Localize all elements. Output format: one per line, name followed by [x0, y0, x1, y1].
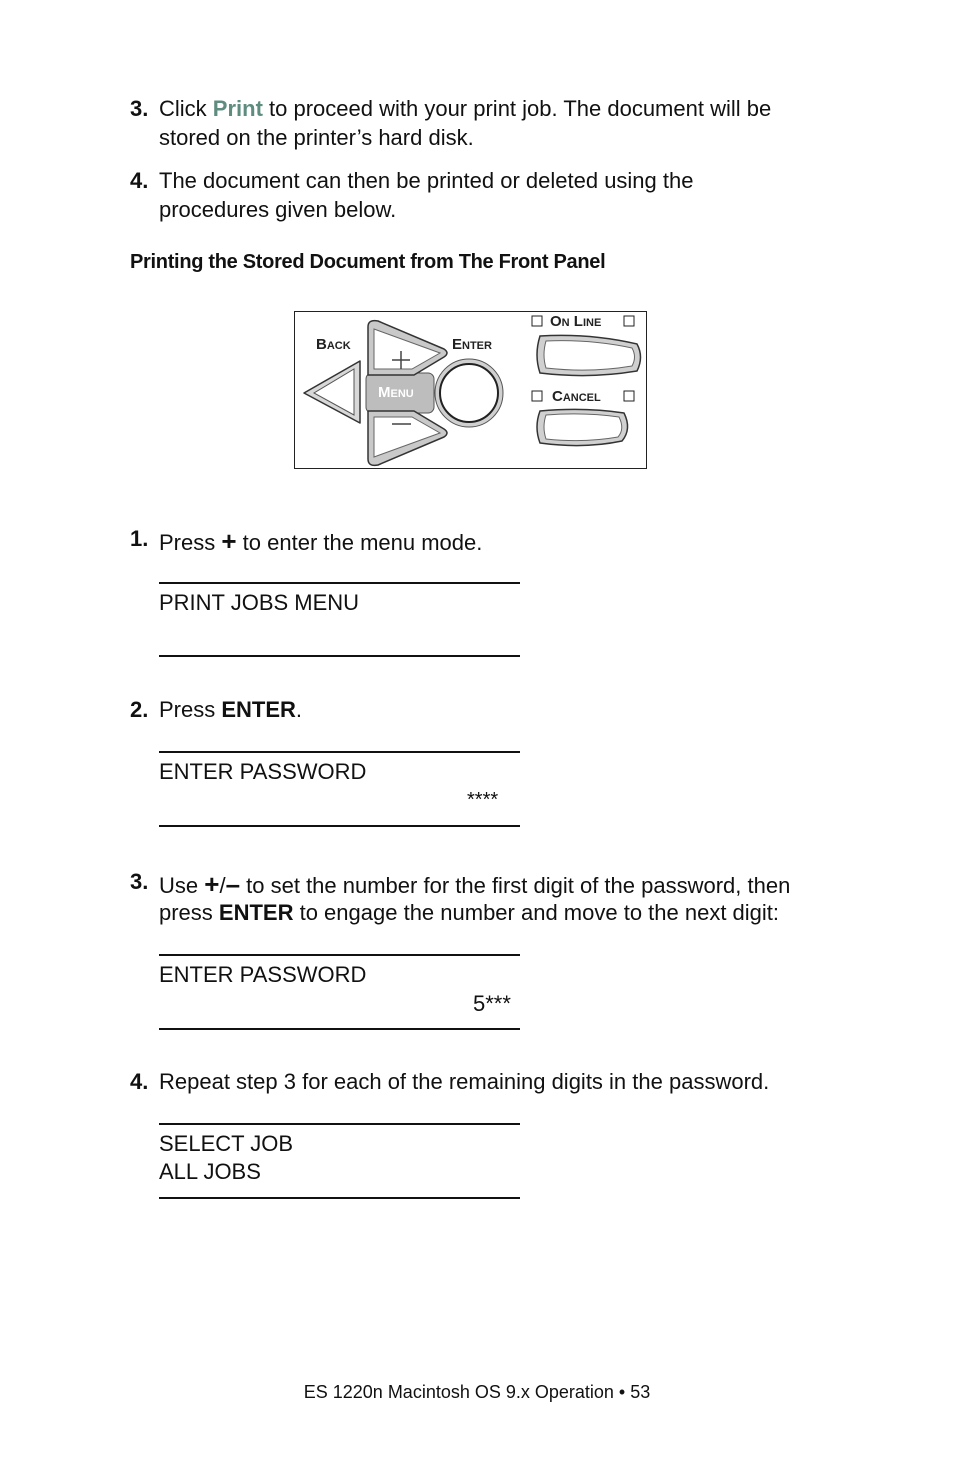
display-4-bottom-rule [159, 1197, 520, 1199]
step-2-text-b: . [295, 697, 303, 722]
cancel-label: Cancel [552, 388, 601, 405]
section-heading: Printing the Stored Document from The Front Panel [130, 251, 606, 273]
display-3-line2: 5*** [473, 991, 511, 1016]
enter-keyword: ENTER [221, 697, 296, 722]
intro-step-3-number: 3. [130, 96, 149, 121]
step-1-text-b: to enter the menu mode. [236, 530, 483, 555]
display-3-line1: ENTER PASSWORD [159, 962, 367, 987]
print-link: Print [212, 96, 263, 121]
step-2-text [159, 697, 302, 723]
page-footer: ES 1220n Macintosh OS 9.x Operation • 53 [303, 1382, 651, 1402]
step-3-text-b: to set the number for the first digit of the password, then [240, 873, 791, 898]
intro-step-3-line1 [159, 96, 771, 122]
plus-symbol: + [221, 526, 237, 556]
enter-label: Enter [452, 336, 492, 353]
step-2-text-a: Press [159, 697, 222, 722]
online-led-right [624, 316, 634, 326]
intro-step-4-number: 4. [130, 168, 149, 193]
intro-step-3-line2: stored on the printer’s hard disk. [159, 125, 474, 150]
back-label: Back [316, 336, 351, 353]
step-2-number: 2. [130, 697, 149, 722]
display-3-top-rule [159, 954, 520, 956]
minus-symbol: – [225, 869, 241, 899]
online-led-left [532, 316, 542, 326]
step-4-text: Repeat step 3 for each of the remaining digits in the password. [159, 1069, 770, 1094]
slash: / [219, 873, 226, 898]
step-3-text-d: to engage the number and move to the next digit: [293, 900, 780, 925]
intro-step-3-text-b: to proceed with your print job. The document will be [262, 96, 772, 121]
step-3-text-c: press [159, 900, 219, 925]
front-panel-illustration [294, 311, 647, 470]
step-3-line1 [159, 869, 790, 900]
display-4-line2: ALL JOBS [159, 1159, 261, 1184]
step-1-text-a: Press [159, 530, 222, 555]
online-label: On Line [550, 313, 602, 330]
cancel-led-right [624, 391, 634, 401]
cancel-led-left [532, 391, 542, 401]
display-4-top-rule [159, 1123, 520, 1125]
intro-step-4-line1: The document can then be printed or deleted using the [159, 168, 694, 193]
step-3-number: 3. [130, 869, 149, 894]
step-1-number: 1. [130, 526, 149, 551]
display-3-bottom-rule [159, 1028, 520, 1030]
intro-step-3-text-a: Click [159, 96, 213, 121]
plus-symbol: + [204, 869, 220, 899]
step-3-text-a: Use [159, 873, 205, 898]
display-2-line2: **** [467, 789, 499, 811]
display-2-line1: ENTER PASSWORD [159, 759, 367, 784]
step-3-line2 [159, 900, 779, 926]
display-1-bottom-rule [159, 655, 520, 657]
display-1-line1: PRINT JOBS MENU [159, 590, 360, 615]
enter-keyword: ENTER [218, 900, 294, 925]
menu-label: Menu [378, 384, 414, 401]
display-2-top-rule [159, 751, 520, 753]
step-4-number: 4. [130, 1069, 149, 1094]
display-4-line1: SELECT JOB [159, 1131, 294, 1156]
step-1-text [159, 526, 482, 557]
display-1-top-rule [159, 582, 520, 584]
intro-step-4-line2: procedures given below. [159, 197, 397, 222]
display-2-bottom-rule [159, 825, 520, 827]
